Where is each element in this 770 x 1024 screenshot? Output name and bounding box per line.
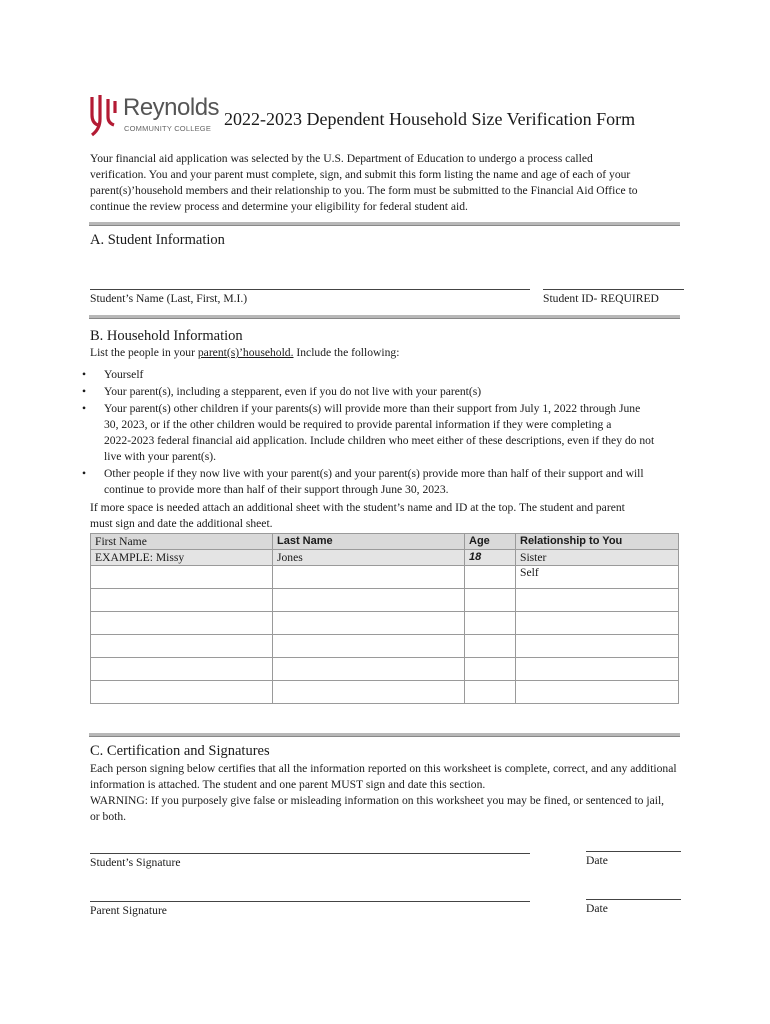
age-cell[interactable]: [465, 612, 516, 635]
student-id-label: Student ID- REQUIRED: [543, 292, 659, 305]
relationship-cell[interactable]: [516, 635, 679, 658]
last-name-cell[interactable]: [273, 681, 465, 704]
bullet-icon: •: [82, 467, 87, 480]
column-header-first-name: First Name: [91, 534, 273, 550]
example-age: 18: [465, 550, 516, 566]
first-name-cell[interactable]: [91, 635, 273, 658]
first-name-cell[interactable]: [91, 658, 273, 681]
age-cell[interactable]: [465, 589, 516, 612]
intro-paragraph: [90, 151, 730, 215]
list-item: [82, 401, 714, 465]
first-name-cell[interactable]: [91, 612, 273, 635]
household-bullet-list: [82, 367, 714, 498]
form-title: 2022-2023 Dependent Household Size Verification Form: [224, 109, 636, 129]
relationship-cell[interactable]: [516, 589, 679, 612]
table-row: [91, 612, 679, 635]
table-row: [91, 658, 679, 681]
logo-name: Reynolds: [123, 94, 220, 121]
section-b-heading: B. Household Information: [90, 328, 243, 344]
student-name-field[interactable]: [90, 289, 530, 290]
age-cell[interactable]: [465, 681, 516, 704]
certification-line: or both.: [90, 810, 127, 823]
example-relationship: Sister: [516, 550, 679, 566]
section-divider: [89, 222, 680, 226]
section-a-heading: A. Student Information: [90, 232, 225, 248]
bullet-icon: •: [82, 368, 87, 381]
relationship-cell[interactable]: [516, 658, 679, 681]
section-divider: [89, 733, 680, 737]
table-header-row: [91, 534, 679, 550]
section-c-heading: C. Certification and Signatures: [90, 743, 270, 759]
student-id-field[interactable]: [543, 289, 684, 290]
last-name-cell[interactable]: [273, 612, 465, 635]
last-name-cell[interactable]: [273, 658, 465, 681]
bullet-text: 30, 2023, or if the other children would be required to provide parental information if they were completing a: [104, 418, 612, 431]
list-item: [82, 384, 714, 400]
table-row: [91, 589, 679, 612]
example-first-name: EXAMPLE: Missy: [91, 550, 273, 566]
intro-line: parent(s)’household members and their relationship to you. The form must be submitted to the Financial Aid Office to: [90, 184, 638, 197]
parent-signature-label: Parent Signature: [90, 904, 167, 917]
list-item: [82, 466, 714, 498]
student-name-label: Student’s Name (Last, First, M.I.): [90, 292, 248, 305]
household-intro-text: Include the following:: [293, 346, 400, 359]
bullet-icon: •: [82, 385, 87, 398]
table-row: [91, 681, 679, 704]
last-name-cell[interactable]: [273, 566, 465, 589]
certification-line: information is attached. The student and one parent MUST sign and date this section.: [90, 778, 486, 791]
relationship-cell[interactable]: [516, 612, 679, 635]
note-line: must sign and date the additional sheet.: [90, 517, 273, 530]
parent-date-field[interactable]: [586, 899, 681, 900]
student-signature-label: Student’s Signature: [90, 856, 181, 869]
bullet-text: Your parent(s), including a stepparent, even if you do not live with your parent(s): [104, 385, 482, 398]
first-name-cell[interactable]: [91, 681, 273, 704]
table-row: [91, 566, 679, 589]
student-date-field[interactable]: [586, 851, 681, 852]
first-name-cell[interactable]: [91, 589, 273, 612]
household-table: [90, 533, 679, 704]
example-last-name: Jones: [273, 550, 465, 566]
note-line: If more space is needed attach an additional sheet with the student’s name and ID at the top. The student and parent: [90, 501, 625, 514]
relationship-cell[interactable]: [516, 681, 679, 704]
additional-sheet-note: [90, 500, 710, 532]
student-signature-field[interactable]: [90, 853, 530, 854]
column-header-relationship: Relationship to You: [516, 534, 679, 550]
bullet-text: continue to provide more than half of their support through June 30, 2023.: [104, 483, 449, 496]
logo-subtitle: COMMUNITY COLLEGE: [124, 124, 212, 133]
bullet-text: 2022-2023 federal financial aid application. Include children who meet either of these descriptions, even if they do not: [104, 434, 655, 447]
intro-line: verification. You and your parent must complete, sign, and submit this form listing the name and age of each of your: [90, 168, 631, 181]
parent-signature-field[interactable]: [90, 901, 530, 902]
table-row: [91, 635, 679, 658]
household-intro-underlined: parent(s)’household.: [197, 346, 294, 359]
parent-date-label: Date: [586, 902, 608, 915]
age-cell[interactable]: [465, 635, 516, 658]
student-date-label: Date: [586, 854, 608, 867]
certification-paragraph: [90, 761, 740, 825]
age-cell[interactable]: [465, 566, 516, 589]
college-logo-icon: [88, 93, 118, 137]
column-header-age: Age: [465, 534, 516, 550]
first-name-cell[interactable]: [91, 566, 273, 589]
household-intro: [90, 346, 399, 359]
age-cell[interactable]: [465, 658, 516, 681]
certification-line: WARNING: If you purposely give false or misleading information on this worksheet you may be fined, or sentenced to jail,: [90, 794, 665, 807]
bullet-icon: •: [82, 402, 87, 415]
bullet-text: live with your parent(s).: [104, 450, 217, 463]
bullet-text: Your parent(s) other children if your parents(s) will provide more than their support from July 1, 2022 through June: [104, 402, 641, 415]
section-divider: [89, 315, 680, 319]
last-name-cell[interactable]: [273, 635, 465, 658]
last-name-cell[interactable]: [273, 589, 465, 612]
relationship-cell[interactable]: Self: [516, 566, 679, 589]
bullet-text: Yourself: [104, 368, 144, 381]
intro-line: continue the review process and determine your eligibility for federal student aid.: [90, 200, 468, 213]
example-row: [91, 550, 679, 566]
column-header-last-name: Last Name: [273, 534, 465, 550]
certification-line: Each person signing below certifies that all the information reported on this worksheet is complete, correct, and any additional: [90, 762, 677, 775]
household-intro-text: List the people in your: [90, 346, 198, 359]
intro-line: Your financial aid application was selected by the U.S. Department of Education to undergo a process called: [90, 152, 593, 165]
list-item: [82, 367, 714, 383]
bullet-text: Other people if they now live with your parent(s) and your parent(s) provide more than half of their support and will: [104, 467, 644, 480]
